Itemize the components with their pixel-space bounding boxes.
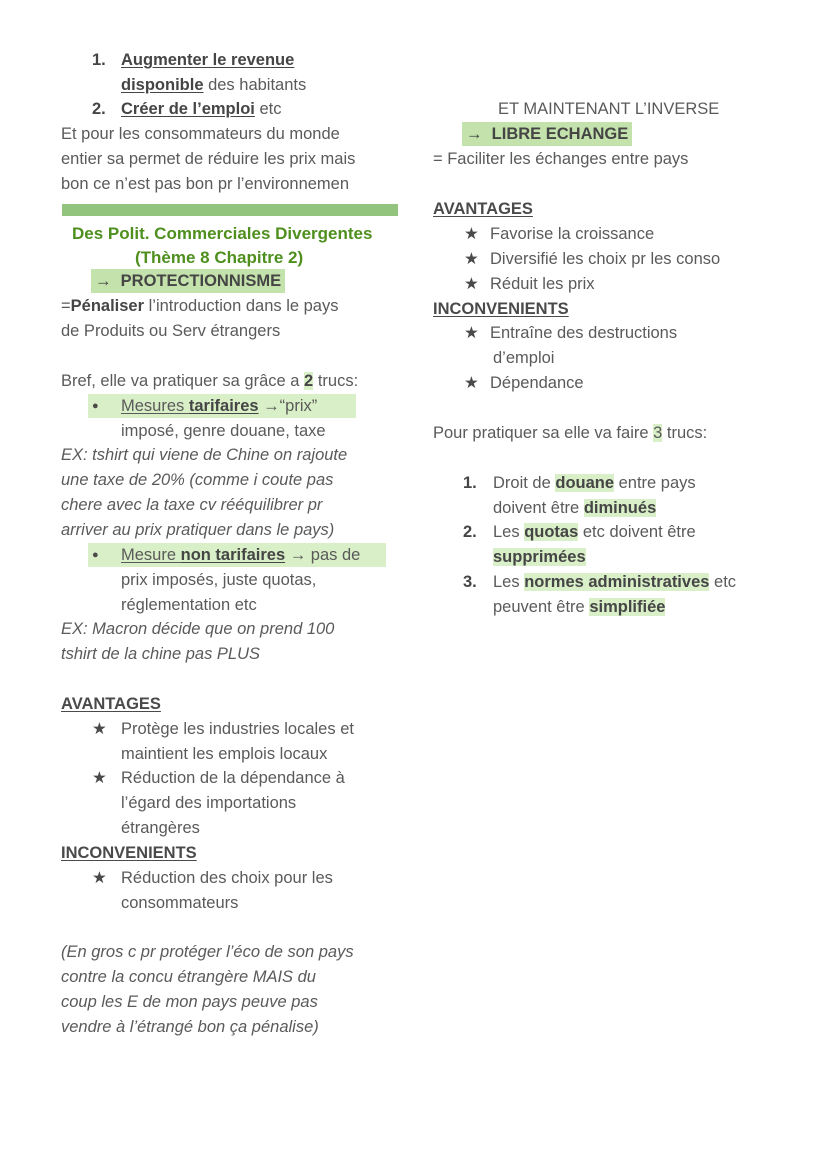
list-item: maintient les emplois locaux: [121, 745, 328, 763]
list-item: étrangères: [121, 819, 200, 837]
step-line: [493, 570, 736, 594]
section-subtitle: (Thème 8 Chapitre 2): [135, 248, 304, 267]
definition-line: = Faciliter les échanges entre pays: [433, 150, 689, 168]
list-item-text: etc: [254, 100, 282, 118]
inverse-line: ET MAINTENANT L’INVERSE: [498, 100, 720, 118]
step-bold: quotas: [524, 523, 579, 541]
step-text: doivent être: [493, 499, 584, 517]
paragraph-line: entier sa permet de réduire les prix mais: [61, 150, 356, 168]
bref-text: trucs:: [313, 372, 359, 390]
conclusion-line: contre la concu étrangère MAIS du: [61, 968, 316, 986]
arrow-icon: →: [466, 125, 483, 143]
measure-line: [121, 394, 317, 418]
list-item-bold: disponible: [121, 76, 204, 94]
heading-label: PROTECTIONNISME: [120, 272, 282, 290]
step-text: etc doivent être: [578, 523, 696, 541]
pour-text: trucs:: [662, 424, 708, 442]
conclusion-line: (En gros c pr protéger l’éco de son pays: [61, 943, 354, 961]
inconvenients-heading: INCONVENIENTS: [433, 300, 569, 318]
example-line: arriver au prix pratiquer dans le pays): [61, 521, 335, 539]
list-item: Réduit les prix: [490, 275, 595, 293]
step-line: [493, 595, 665, 619]
measure-bold: non tarifaires: [180, 546, 286, 564]
bref-text: Bref, elle va pratiquer sa grâce a: [61, 372, 305, 390]
arrow-icon: →: [95, 272, 112, 290]
step-text: etc: [709, 573, 737, 591]
step-line: [493, 545, 586, 569]
example-label: EX: [61, 446, 84, 464]
def-prefix: =: [61, 297, 71, 315]
bref-line: [61, 369, 358, 393]
list-item: Dépendance: [490, 374, 584, 392]
example-line: chere avec la taxe cv rééquilibrer pr: [61, 496, 323, 514]
step-line: [493, 520, 696, 544]
list-item: l’égard des importations: [121, 794, 297, 812]
example-line: une taxe de 20% (comme i coute pas: [61, 471, 334, 489]
list-item: d’emploi: [493, 349, 555, 367]
example-line: [61, 443, 347, 467]
list-number: 1.: [463, 474, 477, 492]
star-icon: ★: [92, 869, 107, 887]
measure-line: réglementation etc: [121, 596, 257, 614]
step-bold: diminués: [583, 499, 657, 517]
measure-text: Mesure: [121, 546, 181, 564]
list-item: Protège les industries locales et: [121, 720, 354, 738]
measure-text: → pas de: [285, 546, 361, 564]
step-line: [493, 471, 696, 495]
step-text: Les: [493, 523, 525, 541]
list-item: Réduction de la dépendance à: [121, 769, 345, 787]
list-number: 1.: [92, 51, 106, 69]
measure-text: Mesures: [121, 397, 189, 415]
step-bold: douane: [555, 474, 615, 492]
measure-text: →“prix”: [258, 397, 318, 415]
libre-echange-heading: [462, 122, 632, 146]
pour-number: 3: [653, 424, 663, 442]
list-item-text: des habitants: [203, 76, 307, 94]
pour-text: Pour pratiquer sa elle va faire: [433, 424, 654, 442]
bullet-dot-icon: ●: [92, 400, 99, 412]
measure-line: prix imposés, juste quotas,: [121, 571, 317, 589]
list-item: Favorise la croissance: [490, 225, 655, 243]
def-bold: Pénaliser: [70, 297, 145, 315]
list-item-line: [121, 73, 306, 97]
star-icon: ★: [464, 250, 479, 268]
pour-line: [433, 421, 707, 445]
list-item: Réduction des choix pour les: [121, 869, 333, 887]
star-icon: ★: [92, 720, 107, 738]
avantages-heading: AVANTAGES: [61, 695, 161, 713]
conclusion-line: vendre à l’étrangé bon ça pénalise): [61, 1018, 319, 1036]
star-icon: ★: [464, 324, 479, 342]
step-bold: simplifiée: [589, 598, 666, 616]
avantages-heading: AVANTAGES: [433, 200, 533, 218]
step-text: Droit de: [493, 474, 556, 492]
protectionnisme-heading: [91, 269, 285, 293]
definition-line: [61, 294, 338, 318]
section-divider: [62, 204, 398, 216]
star-icon: ★: [92, 769, 107, 787]
list-item-bold: Créer de l’emploi: [121, 100, 255, 118]
example-line: [61, 617, 334, 641]
step-bold: normes administratives: [524, 573, 710, 591]
step-text: entre pays: [614, 474, 696, 492]
measure-bold: tarifaires: [188, 397, 259, 415]
paragraph-line: Et pour les consommateurs du monde: [61, 125, 340, 143]
example-text: : Macron décide que on prend 100: [83, 620, 335, 638]
list-number: 2.: [463, 523, 477, 541]
bref-number: 2: [304, 372, 314, 390]
example-label: EX: [61, 620, 84, 638]
list-item-line: [121, 97, 282, 121]
inconvenients-heading: INCONVENIENTS: [61, 844, 197, 862]
list-item: Entraîne des destructions: [490, 324, 678, 342]
bullet-dot-icon: ●: [92, 549, 99, 561]
definition-line: de Produits ou Serv étrangers: [61, 322, 281, 340]
star-icon: ★: [464, 275, 479, 293]
star-icon: ★: [464, 374, 479, 392]
example-line: tshirt de la chine pas PLUS: [61, 645, 261, 663]
list-item: Diversifié les choix pr les conso: [490, 250, 721, 268]
list-number: 2.: [92, 100, 106, 118]
conclusion-line: coup les E de mon pays peuve pas: [61, 993, 318, 1011]
heading-label: LIBRE ECHANGE: [491, 125, 629, 143]
section-title: Des Polit. Commerciales Divergentes: [72, 224, 373, 243]
paragraph-line: bon ce n’est pas bon pr l’environnemen: [61, 175, 350, 193]
step-text: peuvent être: [493, 598, 590, 616]
step-line: [493, 496, 656, 520]
list-item: consommateurs: [121, 894, 239, 912]
list-number: 3.: [463, 573, 477, 591]
list-item-bold: Augmenter le revenue: [121, 51, 295, 69]
measure-line: [121, 543, 360, 567]
step-bold: supprimées: [493, 548, 586, 566]
star-icon: ★: [464, 225, 479, 243]
example-text: : tshirt qui viene de Chine on rajoute: [83, 446, 348, 464]
def-text: l’introduction dans le pays: [144, 297, 339, 315]
measure-line: imposé, genre douane, taxe: [121, 422, 326, 440]
step-text: Les: [493, 573, 525, 591]
